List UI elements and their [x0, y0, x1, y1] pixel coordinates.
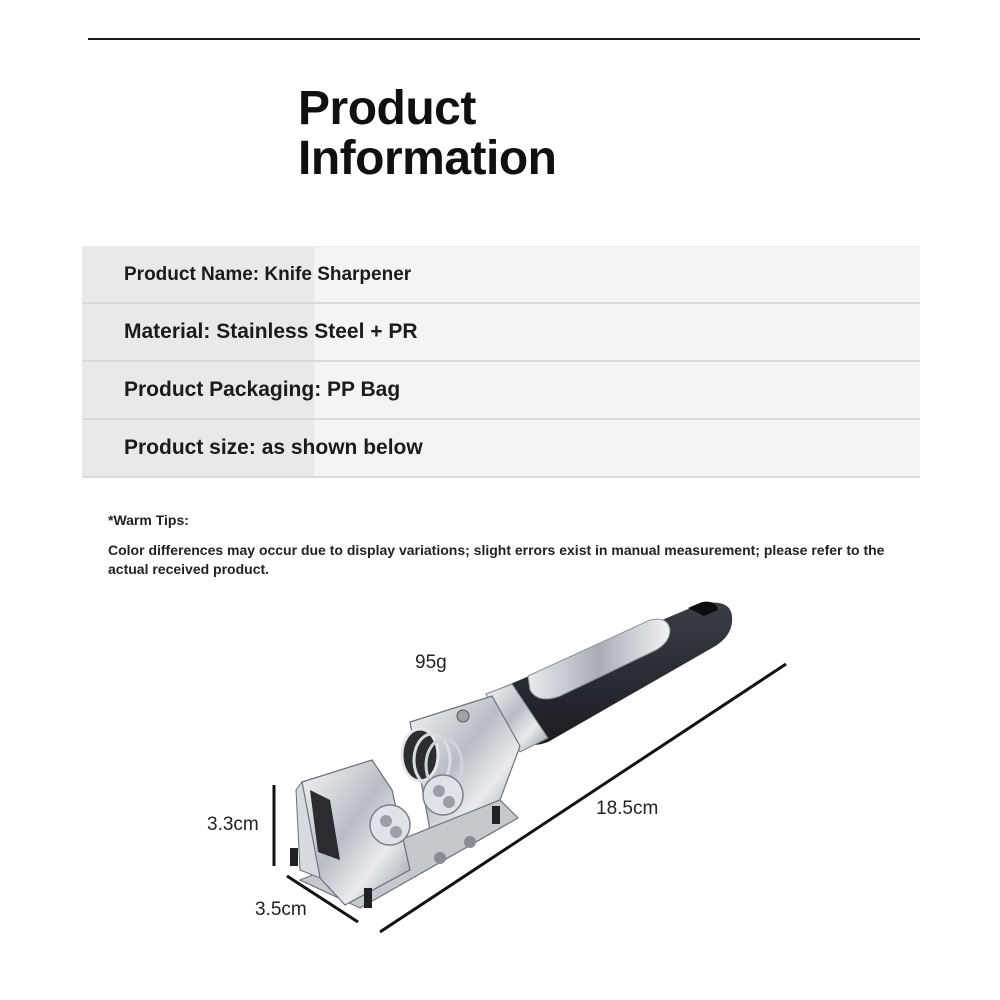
title-line-1: Product [298, 82, 476, 135]
spec-row-packaging [82, 362, 920, 420]
spec-row-size [82, 420, 920, 478]
height-label: 3.3cm [207, 814, 259, 835]
spec-text: Product size: as shown below [124, 436, 423, 459]
spec-text: Material: Stainless Steel + PR [124, 320, 418, 343]
spec-row-name [82, 246, 920, 304]
product-diagram [0, 590, 1000, 1000]
tips-title: *Warm Tips: [108, 512, 189, 528]
width-label: 3.5cm [255, 899, 307, 920]
spec-text: Product Name: Knife Sharpener [124, 263, 412, 285]
length-label: 18.5cm [596, 798, 659, 819]
spec-table [82, 246, 920, 478]
tips-body: Color differences may occur due to display variations; slight errors exist in manual measurement; please refer to the actual received product. [108, 542, 885, 577]
spec-row-material [82, 304, 920, 362]
weight-label: 95g [415, 652, 447, 673]
title-line-2: Information [298, 132, 557, 185]
knife-sharpener-icon [290, 602, 732, 908]
page-title [298, 84, 556, 184]
top-divider [88, 38, 920, 40]
spec-text: Product Packaging: PP Bag [124, 378, 401, 401]
